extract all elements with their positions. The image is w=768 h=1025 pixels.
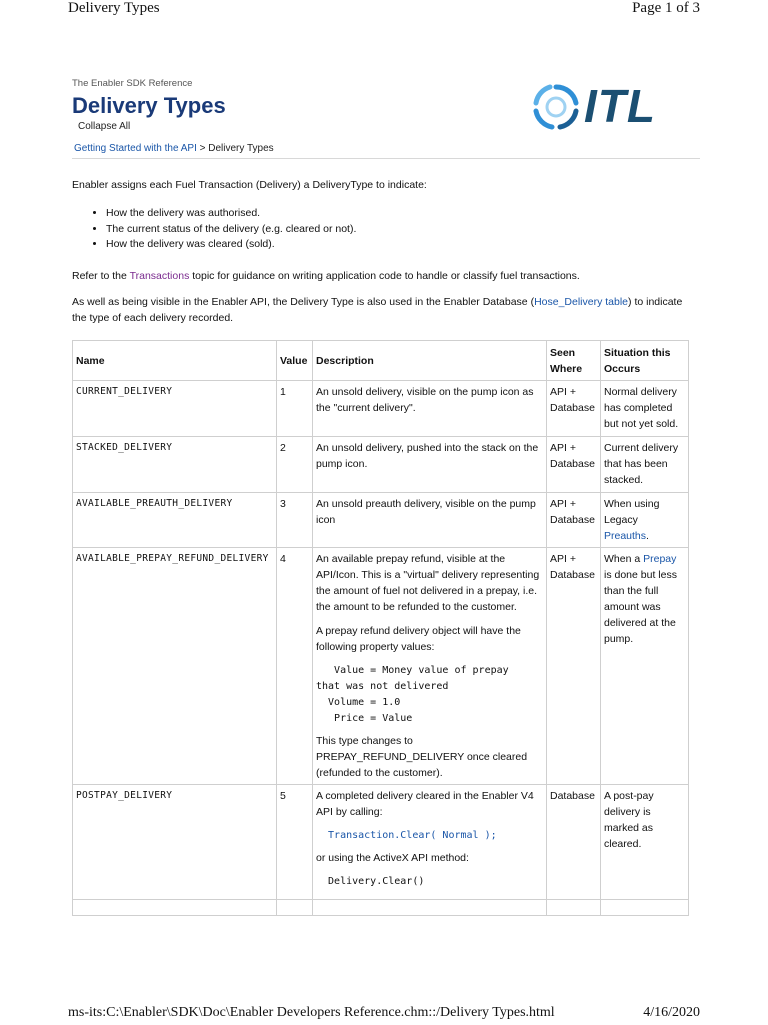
table-header-row bbox=[73, 341, 689, 381]
cell-situation: Current delivery that has been stacked. bbox=[601, 437, 689, 493]
column-header-seen-where: Seen Where bbox=[547, 341, 601, 381]
visible-paragraph bbox=[72, 294, 698, 326]
cell-situation bbox=[601, 493, 689, 548]
transactions-link[interactable]: Transactions bbox=[129, 270, 190, 282]
cell-empty bbox=[547, 900, 601, 916]
collapse-all-link[interactable]: Collapse All bbox=[78, 121, 131, 132]
refer-paragraph bbox=[72, 268, 698, 284]
cell-empty bbox=[601, 900, 689, 916]
bullet-list bbox=[72, 206, 356, 253]
print-header-page: Page 1 of 3 bbox=[632, 0, 700, 16]
visible-text-before: As well as being visible in the Enabler API, the Delivery Type is also used in the Enabler Database ( bbox=[72, 296, 535, 308]
cell-description: An unsold delivery, pushed into the stack on the pump icon. bbox=[313, 437, 547, 493]
column-header-name: Name bbox=[73, 341, 277, 381]
cell-seen-where: API + Database bbox=[547, 493, 601, 548]
cell-seen-where: API + Database bbox=[547, 548, 601, 785]
intro-text: Enabler assigns each Fuel Transaction (Delivery) a DeliveryType to indicate: bbox=[72, 179, 427, 191]
cell-situation: Normal delivery has completed but not yet sold. bbox=[601, 381, 689, 437]
cell-empty bbox=[313, 900, 547, 916]
cell-value: 5 bbox=[277, 785, 313, 900]
cell-name: AVAILABLE_PREAUTH_DELIVERY bbox=[73, 493, 277, 548]
cell-situation bbox=[601, 548, 689, 785]
print-header-title: Delivery Types bbox=[68, 0, 160, 16]
column-header-description: Description bbox=[313, 341, 547, 381]
hose-delivery-table-link[interactable]: Hose_Delivery table bbox=[534, 296, 629, 308]
cell-value: 2 bbox=[277, 437, 313, 493]
cell-description bbox=[313, 785, 547, 900]
refer-text-before: Refer to the bbox=[72, 270, 130, 282]
cell-empty bbox=[277, 900, 313, 916]
code-block: Transaction.Clear( Normal ); bbox=[316, 830, 497, 841]
description-paragraph: An available prepay refund, visible at the API/Icon. This is a "virtual" delivery representing the amount of fuel not delivered in a prepay, i.e. the amount to be refunded to the customer. bbox=[316, 553, 540, 613]
situation-text-end: is done but less than the full amount was delivered at the pump. bbox=[604, 569, 677, 645]
cell-seen-where: Database bbox=[547, 785, 601, 900]
print-footer-date: 4/16/2020 bbox=[643, 1005, 700, 1020]
situation-text-end: . bbox=[646, 530, 649, 542]
situation-text: When a bbox=[604, 553, 644, 565]
delivery-types-table bbox=[72, 340, 689, 916]
cell-name: CURRENT_DELIVERY bbox=[73, 381, 277, 437]
itl-logo-text: ITL bbox=[584, 80, 656, 132]
code-block: Delivery.Clear() bbox=[316, 876, 425, 887]
breadcrumb-link-getting-started[interactable]: Getting Started with the API bbox=[74, 143, 197, 154]
breadcrumb-current: Delivery Types bbox=[208, 143, 274, 154]
list-item: • How the delivery was authorised. bbox=[106, 206, 356, 222]
breadcrumb-separator: > bbox=[196, 143, 209, 154]
list-item: • How the delivery was cleared (sold). bbox=[106, 237, 356, 253]
print-header bbox=[68, 0, 700, 22]
visible-text-after: ) to indicate the type of each delivery recorded. bbox=[72, 296, 683, 324]
print-footer bbox=[68, 1005, 700, 1025]
cell-value: 3 bbox=[277, 493, 313, 548]
print-footer-url: ms-its:C:\Enabler\SDK\Doc\Enabler Developers Reference.chm::/Delivery Types.html bbox=[68, 1005, 555, 1020]
cell-situation: A post-pay delivery is marked as cleared. bbox=[601, 785, 689, 900]
table-row bbox=[73, 548, 689, 785]
cell-description: An unsold delivery, visible on the pump icon as the "current delivery". bbox=[313, 381, 547, 437]
column-header-value: Value bbox=[277, 341, 313, 381]
cell-seen-where: API + Database bbox=[547, 381, 601, 437]
sdk-reference-label: The Enabler SDK Reference bbox=[72, 78, 193, 89]
cell-description: An unsold preauth delivery, visible on the pump icon bbox=[313, 493, 547, 548]
list-item: • The current status of the delivery (e.g. cleared or not). bbox=[106, 222, 356, 238]
description-paragraph: A prepay refund delivery object will have the following property values: bbox=[316, 625, 521, 653]
refer-text-after: topic for guidance on writing application code to handle or classify fuel transactions. bbox=[189, 270, 580, 282]
table-row bbox=[73, 493, 689, 548]
table-row bbox=[73, 437, 689, 493]
column-header-situation: Situation this Occurs bbox=[601, 341, 689, 381]
header-divider bbox=[72, 158, 700, 159]
prepay-link[interactable]: Prepay bbox=[643, 553, 677, 565]
cell-name: AVAILABLE_PREPAY_REFUND_DELIVERY bbox=[73, 548, 277, 785]
cell-name: STACKED_DELIVERY bbox=[73, 437, 277, 493]
preauths-link[interactable]: Preauths bbox=[604, 530, 647, 542]
description-paragraph: or using the ActiveX API method: bbox=[316, 852, 469, 864]
description-paragraph: A completed delivery cleared in the Enabler V4 API by calling: bbox=[316, 790, 534, 818]
situation-text: When using Legacy bbox=[604, 498, 663, 526]
table-row bbox=[73, 785, 689, 900]
cell-description bbox=[313, 548, 547, 785]
table-row bbox=[73, 900, 689, 916]
breadcrumb bbox=[74, 143, 274, 154]
code-block: Value = Money value of prepay that was not delivered Volume = 1.0 Price = Value bbox=[316, 665, 509, 724]
description-paragraph: This type changes to PREPAY_REFUND_DELIVERY once cleared (refunded to the customer). bbox=[316, 735, 528, 779]
cell-seen-where: API + Database bbox=[547, 437, 601, 493]
cell-empty bbox=[73, 900, 277, 916]
cell-value: 1 bbox=[277, 381, 313, 437]
cell-name: POSTPAY_DELIVERY bbox=[73, 785, 277, 900]
cell-value: 4 bbox=[277, 548, 313, 785]
table-row bbox=[73, 381, 689, 437]
page-title: Delivery Types bbox=[72, 93, 226, 118]
